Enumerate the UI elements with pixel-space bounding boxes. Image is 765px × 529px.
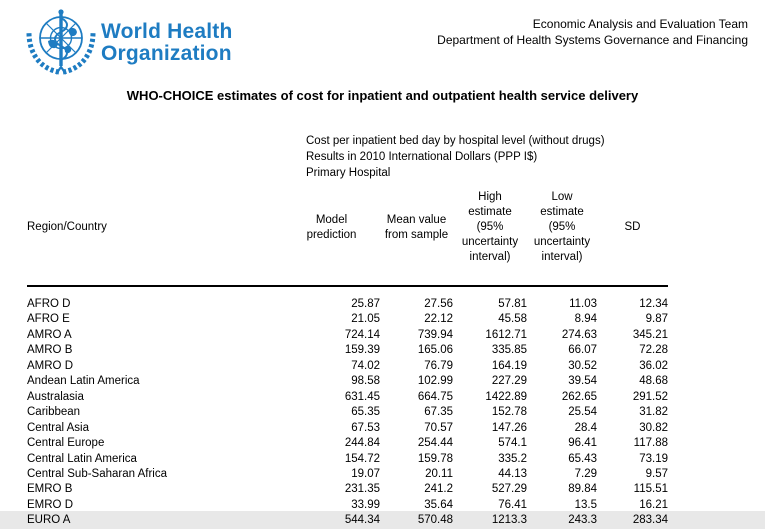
cell-low-estimate: 30.52: [568, 359, 597, 372]
cell-region-country: Central Sub-Saharan Africa: [27, 467, 167, 480]
cell-model-prediction: 25.87: [351, 298, 380, 310]
cell-low-estimate: 28.4: [574, 421, 597, 434]
header-right-block: [437, 16, 748, 48]
table-row: [27, 374, 668, 389]
cell-mean-value: 159.78: [417, 452, 453, 465]
cell-high-estimate: 574.1: [498, 437, 527, 450]
col-header-low-estimate: Low estimate (95% uncertainty interval): [527, 180, 597, 286]
cell-low-estimate: 65.43: [568, 452, 597, 465]
table-row: [27, 359, 668, 374]
table-row: [27, 436, 668, 451]
cell-high-estimate: 335.85: [491, 344, 527, 357]
cell-sd: 12.34: [639, 298, 668, 310]
department-name-line: Department of Health Systems Governance and Financing: [437, 33, 748, 47]
cell-region-country: EMRO D: [27, 498, 73, 511]
cell-mean-value: 739.94: [417, 328, 453, 341]
who-wordmark-line1: World Health: [101, 20, 233, 43]
cell-low-estimate: 66.07: [568, 344, 597, 357]
table-row: [27, 286, 668, 312]
cell-region-country: Central Latin America: [27, 452, 137, 465]
cell-sd: 283.34: [632, 514, 668, 527]
cell-sd: 73.19: [639, 452, 668, 465]
cell-high-estimate: 164.19: [491, 359, 527, 372]
cell-model-prediction: 98.58: [351, 375, 380, 388]
cell-low-estimate: 96.41: [568, 437, 597, 450]
cell-region-country: AMRO A: [27, 328, 72, 341]
cell-mean-value: 22.12: [424, 313, 453, 326]
cell-region-country: Australasia: [27, 390, 84, 403]
table-body: [27, 286, 668, 529]
cell-low-estimate: 11.03: [569, 298, 597, 310]
cell-low-estimate: 39.54: [568, 375, 597, 388]
cell-low-estimate: 25.54: [568, 406, 597, 419]
table-row: [27, 312, 668, 327]
cell-mean-value: 664.75: [417, 390, 453, 403]
cell-region-country: EURO A: [27, 514, 71, 527]
cell-mean-value: 67.35: [424, 406, 453, 419]
cell-high-estimate: 76.41: [498, 498, 527, 511]
cell-high-estimate: 227.29: [491, 375, 527, 388]
cell-low-estimate: 262.65: [561, 390, 597, 403]
col-header-high-estimate: High estimate (95% uncertainty interval): [453, 180, 527, 286]
col-header-region-country: Region/Country: [27, 180, 283, 286]
cell-mean-value: 76.79: [424, 359, 453, 372]
table-header-row: [27, 180, 668, 286]
who-emblem-icon: [26, 8, 96, 76]
cell-model-prediction: 231.35: [344, 483, 380, 496]
cell-low-estimate: 7.29: [574, 467, 597, 480]
cell-high-estimate: 45.58: [498, 313, 527, 326]
who-wordmark-line2: Organization: [101, 42, 232, 65]
cell-sd: 30.82: [639, 421, 668, 434]
cell-high-estimate: 57.81: [498, 298, 527, 310]
cell-region-country: Central Asia: [27, 421, 90, 434]
cell-sd: 16.21: [639, 498, 668, 511]
cell-sd: 9.87: [645, 313, 668, 326]
page-title: WHO-CHOICE estimates of cost for inpatient and outpatient health service delivery: [126, 88, 639, 103]
cell-sd: 48.68: [639, 375, 668, 388]
cell-model-prediction: 544.34: [344, 514, 380, 527]
cost-table: [27, 180, 668, 529]
cell-high-estimate: 335.2: [498, 452, 527, 465]
cell-model-prediction: 33.99: [351, 498, 380, 511]
cell-region-country: EMRO B: [27, 483, 73, 496]
team-name-line: Economic Analysis and Evaluation Team: [532, 17, 748, 31]
cell-region-country: AFRO D: [27, 298, 71, 310]
table-row: [27, 482, 668, 497]
cell-model-prediction: 19.07: [351, 467, 380, 480]
cell-mean-value: 570.48: [417, 514, 453, 527]
cell-low-estimate: 8.94: [574, 313, 597, 326]
table-row: [27, 513, 668, 528]
cell-low-estimate: 274.63: [561, 328, 597, 341]
table-row: [27, 498, 668, 513]
cell-model-prediction: 65.35: [351, 406, 380, 419]
cell-mean-value: 35.64: [424, 498, 453, 511]
cell-sd: 31.82: [639, 406, 668, 419]
cell-sd: 291.52: [632, 390, 668, 403]
cell-high-estimate: 152.78: [491, 406, 527, 419]
cell-model-prediction: 154.72: [344, 452, 380, 465]
table-row: [27, 328, 668, 343]
caption-line-cost: Cost per inpatient bed day by hospital level (without drugs): [306, 135, 605, 147]
table-row: [27, 452, 668, 467]
cell-mean-value: 254.44: [417, 437, 453, 450]
caption-line-hospital-level: Primary Hospital: [306, 167, 391, 179]
col-header-sd: SD: [597, 180, 668, 286]
cell-sd: 36.02: [639, 359, 668, 372]
cell-model-prediction: 74.02: [351, 359, 380, 372]
cell-mean-value: 165.06: [417, 344, 453, 357]
cell-high-estimate: 527.29: [491, 483, 527, 496]
cell-region-country: AMRO B: [27, 344, 73, 357]
cell-high-estimate: 1213.3: [491, 514, 527, 527]
cell-region-country: AMRO D: [27, 359, 73, 372]
cell-sd: 9.57: [645, 467, 668, 480]
cell-mean-value: 20.11: [425, 467, 453, 480]
cell-sd: 345.21: [632, 328, 668, 341]
cell-sd: 117.88: [633, 437, 668, 450]
col-header-model-prediction: Model prediction: [283, 180, 380, 286]
cell-sd: 72.28: [639, 344, 668, 357]
cell-mean-value: 27.56: [424, 298, 453, 310]
caption-line-currency: Results in 2010 International Dollars (PPP I$): [306, 151, 538, 163]
cell-high-estimate: 1612.71: [485, 328, 527, 341]
cell-region-country: Central Europe: [27, 437, 105, 450]
cell-mean-value: 70.57: [424, 421, 453, 434]
who-logo: [26, 8, 233, 76]
cell-high-estimate: 44.13: [498, 467, 527, 480]
cell-low-estimate: 13.5: [574, 498, 597, 511]
table-row: [27, 343, 668, 358]
cell-model-prediction: 244.84: [344, 437, 380, 450]
cell-sd: 115.51: [633, 483, 668, 496]
cell-region-country: Caribbean: [27, 406, 81, 419]
cell-mean-value: 102.99: [417, 375, 453, 388]
table-row: [27, 467, 668, 482]
cell-region-country: AFRO E: [27, 313, 70, 326]
cell-model-prediction: 631.45: [344, 390, 380, 403]
table-header: [27, 180, 668, 286]
cell-high-estimate: 1422.89: [485, 390, 527, 403]
cell-model-prediction: 724.14: [344, 328, 380, 341]
cell-mean-value: 241.2: [424, 483, 453, 496]
table-row: [27, 421, 668, 436]
who-wordmark: [101, 21, 233, 65]
table-row: [27, 405, 668, 420]
cell-model-prediction: 21.05: [351, 313, 380, 326]
cell-region-country: Andean Latin America: [27, 375, 140, 388]
cell-low-estimate: 89.84: [568, 483, 597, 496]
cell-model-prediction: 159.39: [344, 344, 380, 357]
cell-high-estimate: 147.26: [491, 421, 527, 434]
col-header-mean-value: Mean value from sample: [380, 180, 453, 286]
table-row: [27, 390, 668, 405]
table-caption-block: [306, 133, 605, 181]
cell-model-prediction: 67.53: [351, 421, 380, 434]
cell-low-estimate: 243.3: [568, 514, 597, 527]
